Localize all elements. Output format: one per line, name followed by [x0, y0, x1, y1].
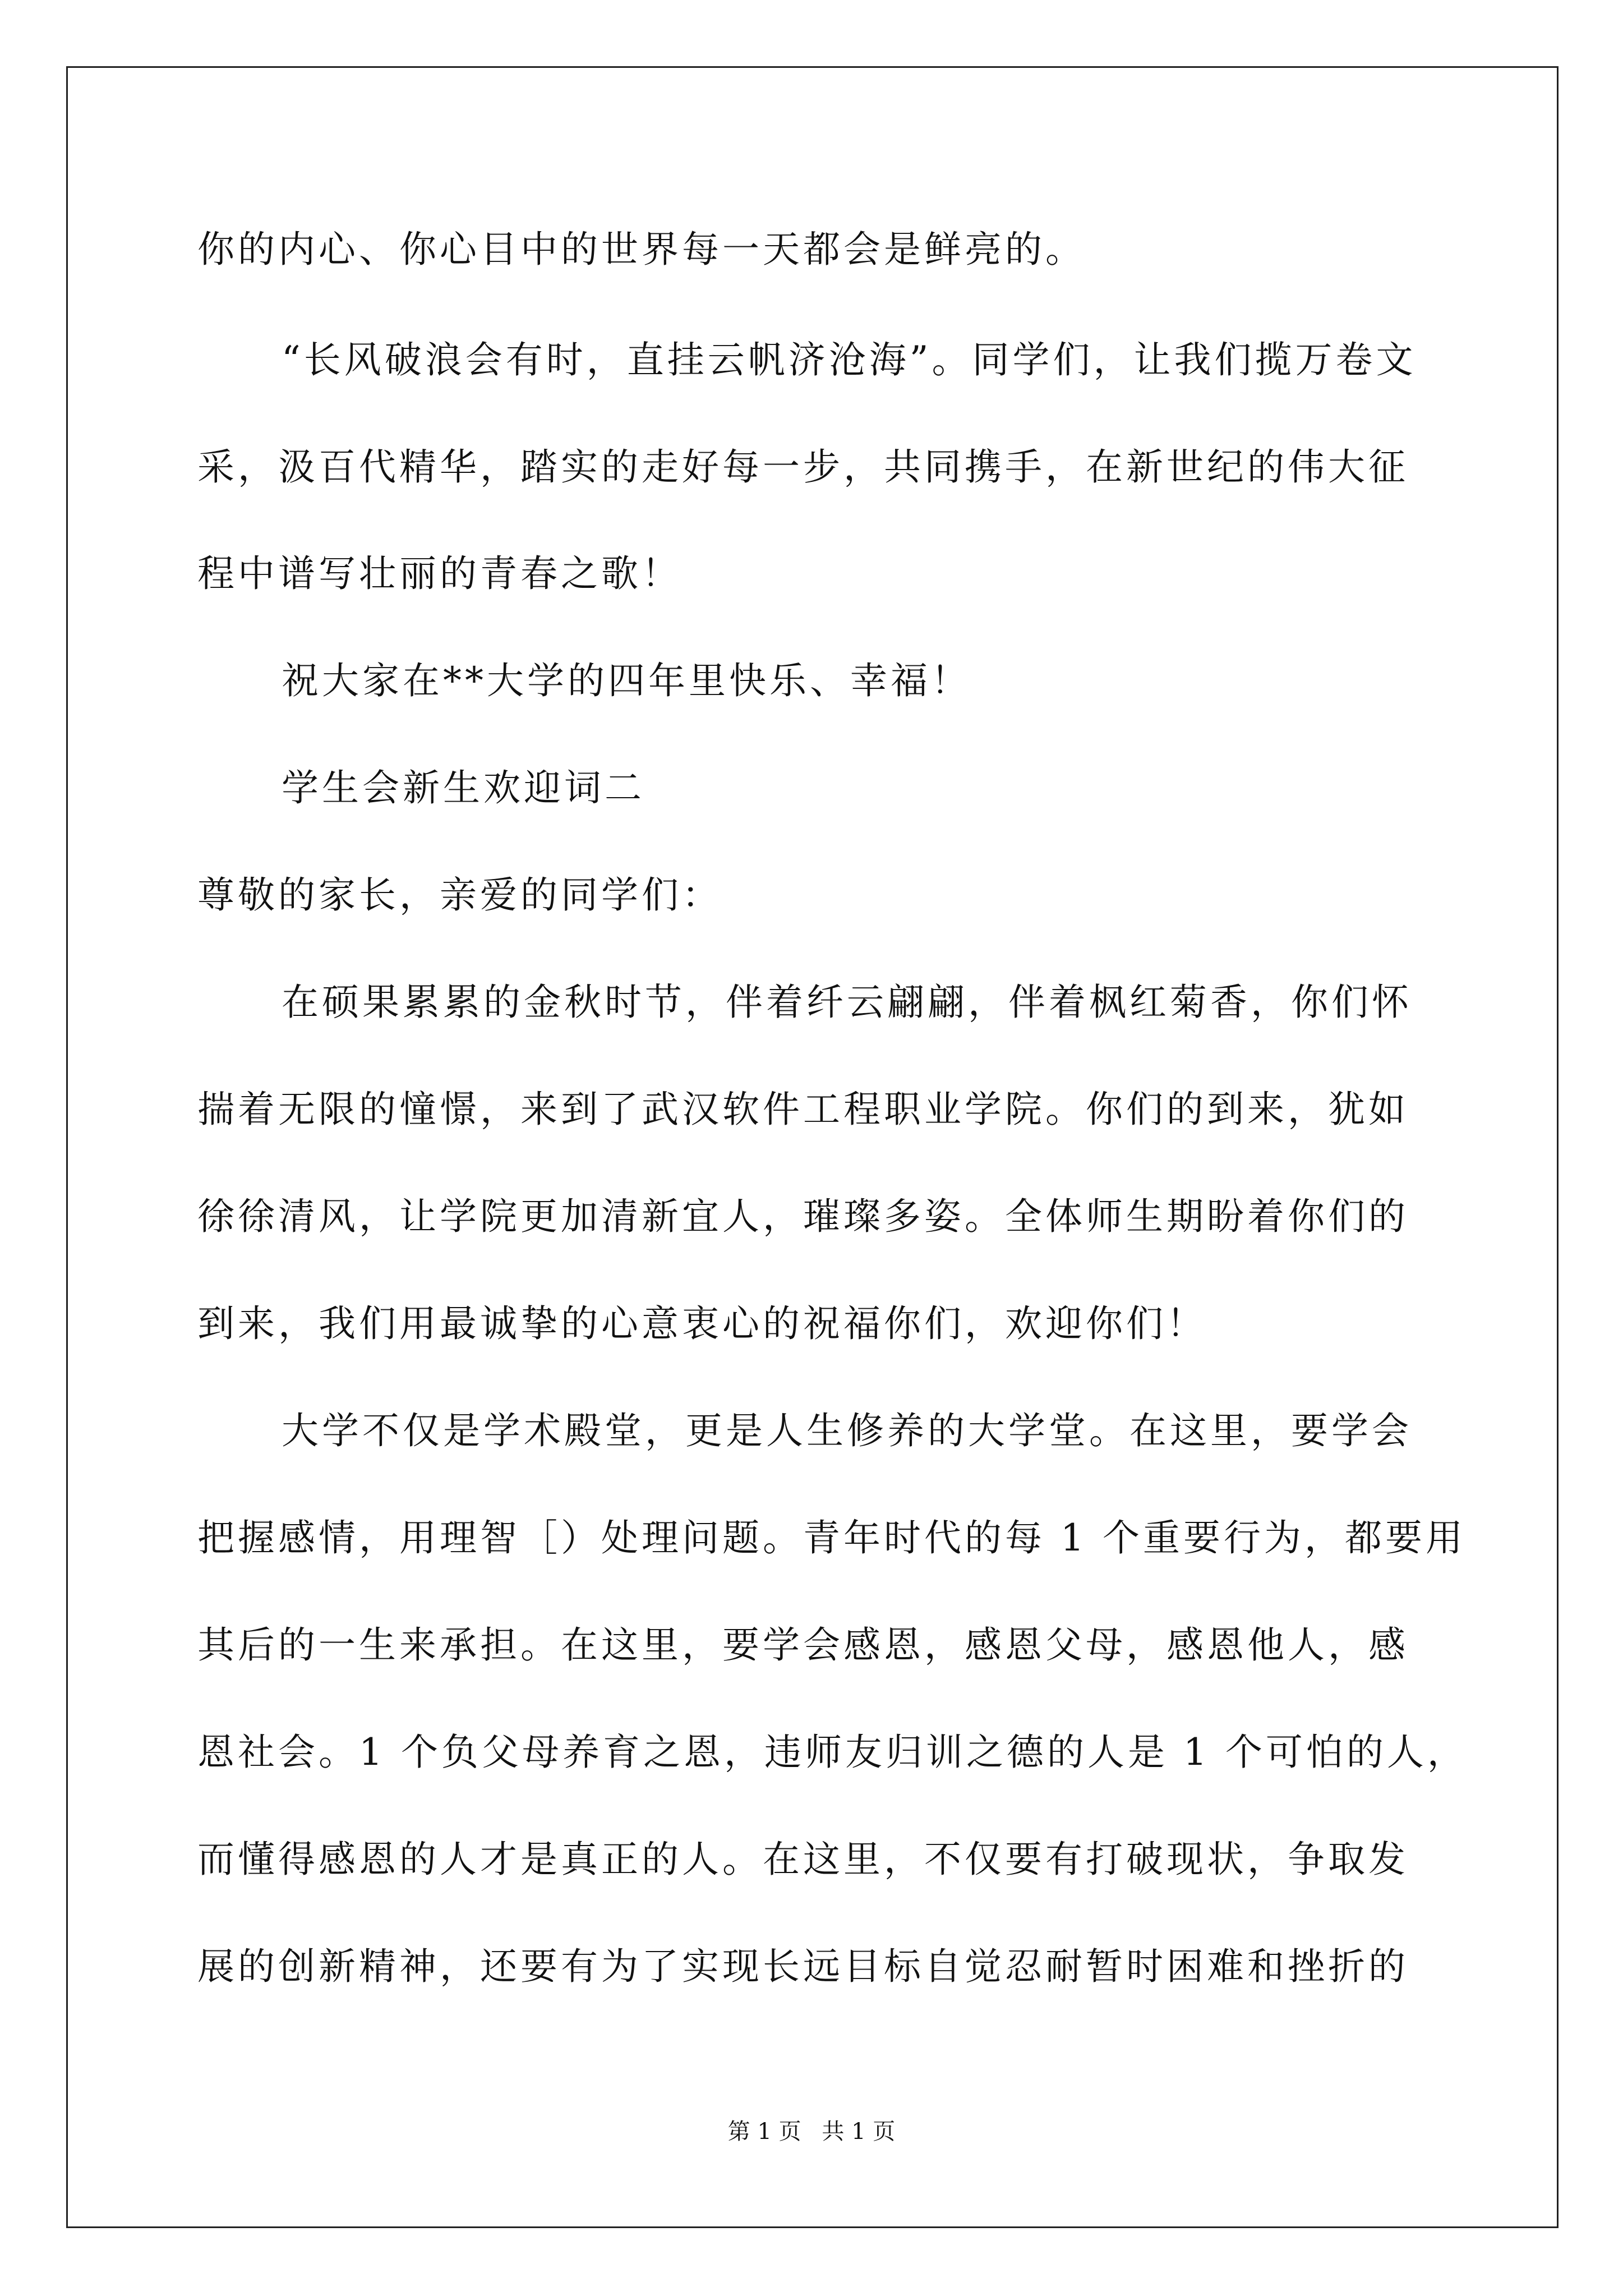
paragraph-line: 采，汲百代精华，踏实的走好每一步，共同携手，在新世纪的伟大征	[197, 445, 1409, 489]
page-number: 第 1 页	[727, 2119, 801, 2145]
paragraph-line: 徐徐清风，让学院更加清新宜人，璀璨多姿。全体师生期盼着你们的	[197, 1195, 1409, 1238]
paragraph-line: 在硕果累累的金秋时节，伴着纤云翩翩，伴着枫红菊香，你们怀	[282, 981, 1412, 1024]
paragraph-line: 你的内心、你心目中的世界每一天都会是鲜亮的。	[197, 228, 1086, 271]
page-footer	[0, 2118, 1623, 2146]
paragraph-line: 展的创新精神，还要有为了实现长远目标自觉忍耐暂时困难和挫折的	[197, 1945, 1409, 1988]
paragraph-line: 其后的一生来承担。在这里，要学会感恩，感恩父母，感恩他人，感	[197, 1623, 1409, 1667]
paragraph-line: 大学不仅是学术殿堂，更是人生修养的大学堂。在这里，要学会	[282, 1409, 1412, 1452]
paragraph-line: 祝大家在**大学的四年里快乐、幸福！	[282, 659, 971, 702]
paragraph-line: 恩社会。1 个负父母养育之恩，违师友归训之德的人是 1 个可怕的人，	[197, 1731, 1468, 1774]
paragraph-line: 揣着无限的憧憬，来到了武汉软件工程职业学院。你们的到来，犹如	[197, 1088, 1409, 1131]
paragraph-line: 把握感情，用理智［）处理问题。青年时代的每 1 个重要行为，都要用	[197, 1516, 1466, 1559]
salutation: 尊敬的家长，亲爱的同学们：	[197, 873, 722, 917]
paragraph-line: 到来，我们用最诚挚的心意衷心的祝福你们，欢迎你们！	[197, 1302, 1207, 1345]
section-heading: 学生会新生欢迎词二	[282, 766, 645, 809]
paragraph-line: “长风破浪会有时，直挂云帆济沧海”。同学们，让我们揽万卷文	[282, 338, 1417, 381]
paragraph-line: 而懂得感恩的人才是真正的人。在这里，不仅要有打破现状，争取发	[197, 1838, 1409, 1881]
page-total: 共 1 页	[822, 2119, 896, 2145]
page-border	[66, 66, 1559, 2228]
paragraph-line: 程中谱写壮丽的青春之歌！	[197, 552, 682, 595]
